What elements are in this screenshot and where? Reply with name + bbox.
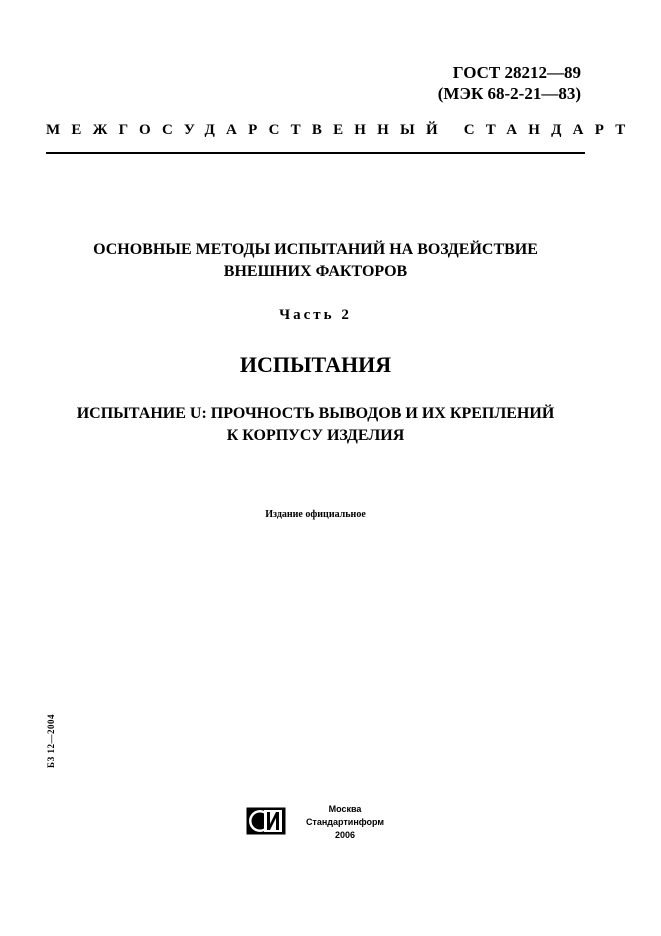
edition-label: Издание официальное — [265, 509, 366, 520]
imprint-publisher: Стандартинформ — [305, 817, 385, 827]
header-rule — [46, 152, 585, 154]
title-line-1: ОСНОВНЫЕ МЕТОДЫ ИСПЫТАНИЙ НА ВОЗДЕЙСТВИЕ — [93, 241, 538, 258]
imprint-year: 2006 — [334, 830, 356, 840]
tests-heading: ИСПЫТАНИЯ — [239, 352, 392, 377]
gost-number-block — [321, 62, 581, 104]
title-line-2: ВНЕШНИХ ФАКТОРОВ — [223, 263, 408, 280]
standard-type: МЕЖГОСУДАРСТВЕННЫЙ СТАНДАРТ — [46, 122, 637, 138]
subtitle-line-2: К КОРПУСУ ИЗДЕЛИЯ — [226, 427, 405, 444]
logo-monogram: СИ — [146, 707, 148, 708]
iec-number: (МЭК 68-2-21—83) — [437, 84, 581, 103]
imprint-block — [300, 803, 390, 842]
catalog-code: БЗ 12—2004 — [46, 714, 56, 768]
gost-number: ГОСТ 28212—89 — [452, 63, 581, 82]
part-label: Часть 2 — [279, 307, 352, 323]
document-title — [46, 239, 585, 283]
subtitle-line-1: ИСПЫТАНИЕ U: ПРОЧНОСТЬ ВЫВОДОВ И ИХ КРЕПЛЕНИЙ — [76, 405, 555, 422]
imprint-city: Москва — [328, 804, 362, 814]
publisher-logo-icon — [146, 707, 286, 835]
document-subtitle — [46, 403, 585, 447]
